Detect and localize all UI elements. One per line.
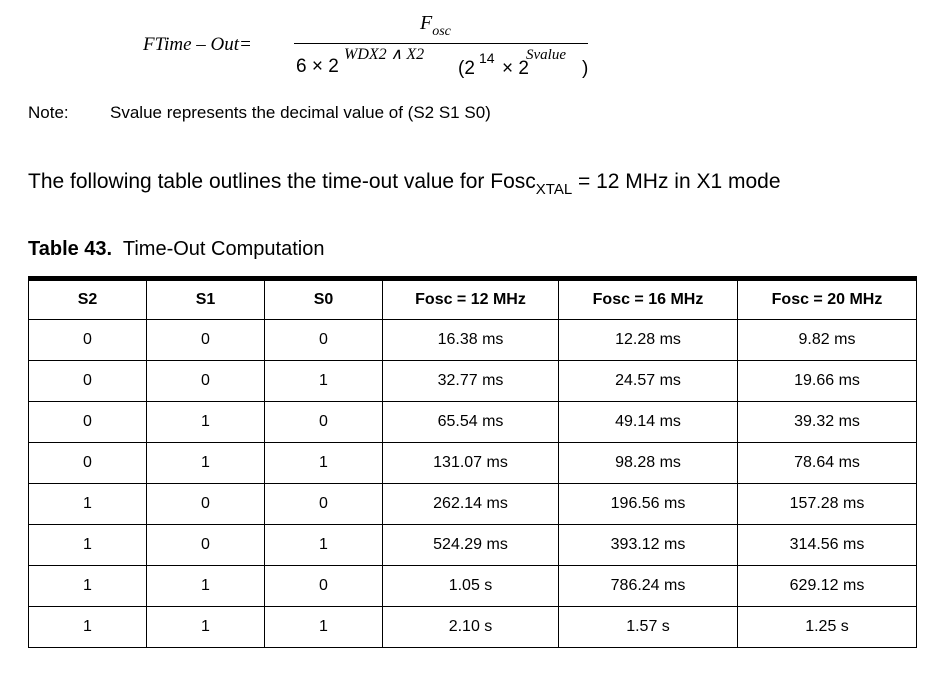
intro-subscript: XTAL [535, 181, 573, 198]
cell-s2: 0 [29, 402, 147, 443]
intro-prefix: The following table outlines the time-out value for Fosc [28, 170, 536, 193]
cell-fosc-12: 32.77 ms [383, 361, 559, 402]
caption-title: Time-Out Computation [122, 238, 325, 260]
numerator-sub: osc [432, 24, 451, 39]
fraction-line [294, 43, 588, 44]
cell-s0: 1 [265, 443, 383, 484]
cell-fosc-12: 1.05 s [383, 566, 559, 607]
cell-fosc-20: 19.66 ms [738, 361, 917, 402]
cell-s2: 0 [29, 361, 147, 402]
cell-s1: 0 [147, 320, 265, 361]
numerator-base: F [420, 12, 433, 34]
cell-s2: 1 [29, 484, 147, 525]
denominator-times2: × 2 [502, 58, 529, 79]
cell-fosc-16: 24.57 ms [559, 361, 738, 402]
cell-fosc-20: 629.12 ms [738, 566, 917, 607]
table-row [29, 525, 917, 566]
denominator-exp2: 14 [479, 50, 495, 66]
timeout-table [28, 276, 917, 648]
intro-sentence [28, 170, 781, 198]
table-row [29, 320, 917, 361]
cell-s2: 1 [29, 525, 147, 566]
formula-denominator [296, 46, 596, 82]
cell-fosc-20: 9.82 ms [738, 320, 917, 361]
table-row [29, 484, 917, 525]
cell-fosc-12: 65.54 ms [383, 402, 559, 443]
cell-s1: 0 [147, 484, 265, 525]
cell-fosc-20: 157.28 ms [738, 484, 917, 525]
header-s2: S2 [29, 279, 147, 320]
cell-s1: 1 [147, 566, 265, 607]
cell-s2: 1 [29, 566, 147, 607]
denominator-paren-open: (2 [458, 58, 475, 79]
cell-fosc-12: 2.10 s [383, 607, 559, 648]
header-s1: S1 [147, 279, 265, 320]
cell-fosc-16: 12.28 ms [559, 320, 738, 361]
cell-s0: 0 [265, 566, 383, 607]
header-fosc-12: Fosc = 12 MHz [383, 279, 559, 320]
cell-fosc-20: 78.64 ms [738, 443, 917, 484]
cell-s1: 1 [147, 607, 265, 648]
cell-fosc-16: 786.24 ms [559, 566, 738, 607]
cell-s0: 0 [265, 320, 383, 361]
cell-s1: 0 [147, 525, 265, 566]
table-row [29, 443, 917, 484]
header-fosc-20: Fosc = 20 MHz [738, 279, 917, 320]
cell-fosc-12: 524.29 ms [383, 525, 559, 566]
header-s0: S0 [265, 279, 383, 320]
formula-lhs: FTime – Out= [143, 34, 252, 55]
cell-s0: 0 [265, 402, 383, 443]
note-label: Note: [28, 103, 69, 122]
cell-s0: 0 [265, 484, 383, 525]
cell-fosc-16: 49.14 ms [559, 402, 738, 443]
caption-number: Table 43. [28, 238, 113, 260]
cell-fosc-20: 39.32 ms [738, 402, 917, 443]
cell-s2: 0 [29, 320, 147, 361]
cell-s2: 1 [29, 607, 147, 648]
cell-fosc-16: 1.57 s [559, 607, 738, 648]
cell-fosc-12: 262.14 ms [383, 484, 559, 525]
table-row [29, 566, 917, 607]
note-text: Svalue represents the decimal value of (S2 S1 S0) [110, 103, 491, 122]
denominator-exp3: Svalue [526, 47, 566, 63]
cell-s1: 0 [147, 361, 265, 402]
cell-fosc-12: 16.38 ms [383, 320, 559, 361]
cell-s0: 1 [265, 525, 383, 566]
cell-fosc-16: 196.56 ms [559, 484, 738, 525]
cell-s1: 1 [147, 402, 265, 443]
cell-fosc-12: 131.07 ms [383, 443, 559, 484]
header-fosc-16: Fosc = 16 MHz [559, 279, 738, 320]
timeout-formula [0, 0, 948, 90]
denominator-paren-close: ) [582, 58, 589, 79]
cell-s0: 1 [265, 361, 383, 402]
table-row [29, 402, 917, 443]
intro-suffix: = 12 MHz in X1 mode [572, 170, 781, 193]
timeout-table-wrap [28, 276, 916, 648]
cell-s0: 1 [265, 607, 383, 648]
table-row [29, 607, 917, 648]
cell-fosc-16: 98.28 ms [559, 443, 738, 484]
cell-s1: 1 [147, 443, 265, 484]
cell-s2: 0 [29, 443, 147, 484]
table-row [29, 361, 917, 402]
cell-fosc-20: 314.56 ms [738, 525, 917, 566]
table-caption [28, 238, 324, 261]
denominator-exp1: WDX2 ∧ X2 [344, 46, 425, 63]
table-header-row [29, 279, 917, 320]
denominator-coef: 6 × 2 [296, 56, 339, 77]
cell-fosc-16: 393.12 ms [559, 525, 738, 566]
formula-numerator [420, 12, 451, 40]
cell-fosc-20: 1.25 s [738, 607, 917, 648]
